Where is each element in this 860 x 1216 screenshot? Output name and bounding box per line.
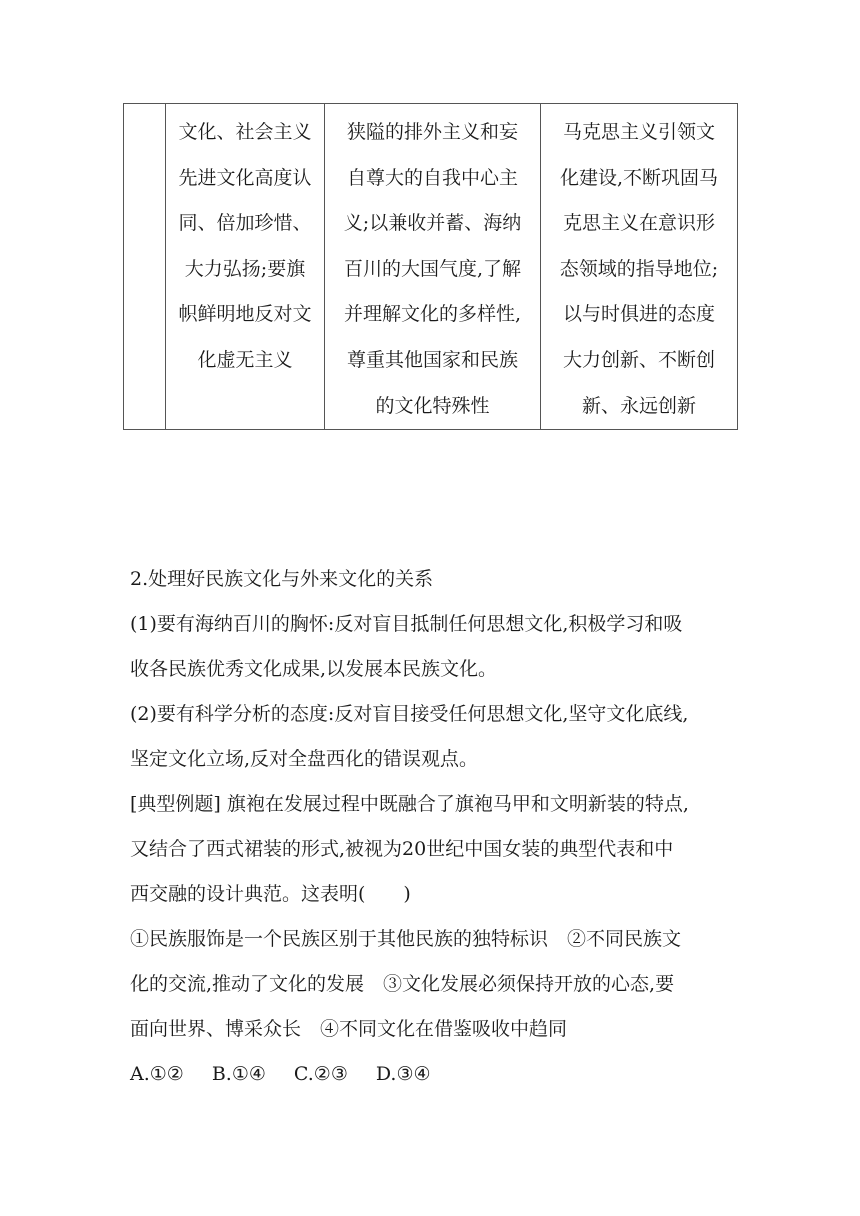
option-a: A.①②: [130, 1063, 184, 1085]
table-cell-guidance: [541, 104, 738, 430]
section-heading: 2.处理好民族文化与外来文化的关系: [130, 568, 434, 590]
cell-text: 文化、社会主义 先进文化高度认 同、倍加珍惜、 大力弘扬;要旗 帜鲜明地反对文 化虚无主义: [178, 121, 312, 371]
example-question: [典型例题] 旗袍在发展过程中既融合了旗袍马甲和文明新装的特点, 又结合了西式裙装的形式,被视为20世纪中国女装的典型代表和中 西交融的设计典范。这表明( ): [130, 793, 689, 905]
section-content: [130, 557, 750, 1097]
point-2: (2)要有科学分析的态度:反对盲目接受任何思想文化,坚守文化底线, 坚定文化立场,反对全盘西化的错误观点。: [130, 703, 689, 770]
option-d: D.③④: [375, 1063, 431, 1085]
table-cell-attitude: [166, 104, 325, 430]
option-b: B.①④: [211, 1063, 266, 1085]
option-c: C.②③: [293, 1063, 348, 1085]
point-1: (1)要有海纳百川的胸怀:反对盲目抵制任何思想文化,积极学习和吸 收各民族优秀文化成果,以发展本民族文化。: [130, 613, 683, 680]
table-cell-index: [124, 104, 166, 430]
cell-text: 马克思主义引领文 化建设,不断巩固马 克思主义在意识形 态领域的指导地位; 以与时俱进的态度 大力创新、不断创 新、永远创新: [559, 121, 719, 417]
table-cell-opposition: [325, 104, 541, 430]
statements: ①民族服饰是一个民族区别于其他民族的独特标识 ②不同民族文 化的交流,推动了文化的发展 ③文化发展必须保持开放的心态,要 面向世界、博采众长 ④不同文化在借鉴吸收中趋同: [130, 928, 682, 1040]
comparison-table: [123, 103, 738, 430]
cell-text: 狭隘的排外主义和妄 自尊大的自我中心主 义;以兼收并蓄、海纳 百川的大国气度,了解 并理解文化的多样性, 尊重其他国家和民族 的文化特殊性: [343, 121, 522, 417]
answer-options: [130, 1052, 750, 1097]
table-row: [124, 104, 738, 430]
